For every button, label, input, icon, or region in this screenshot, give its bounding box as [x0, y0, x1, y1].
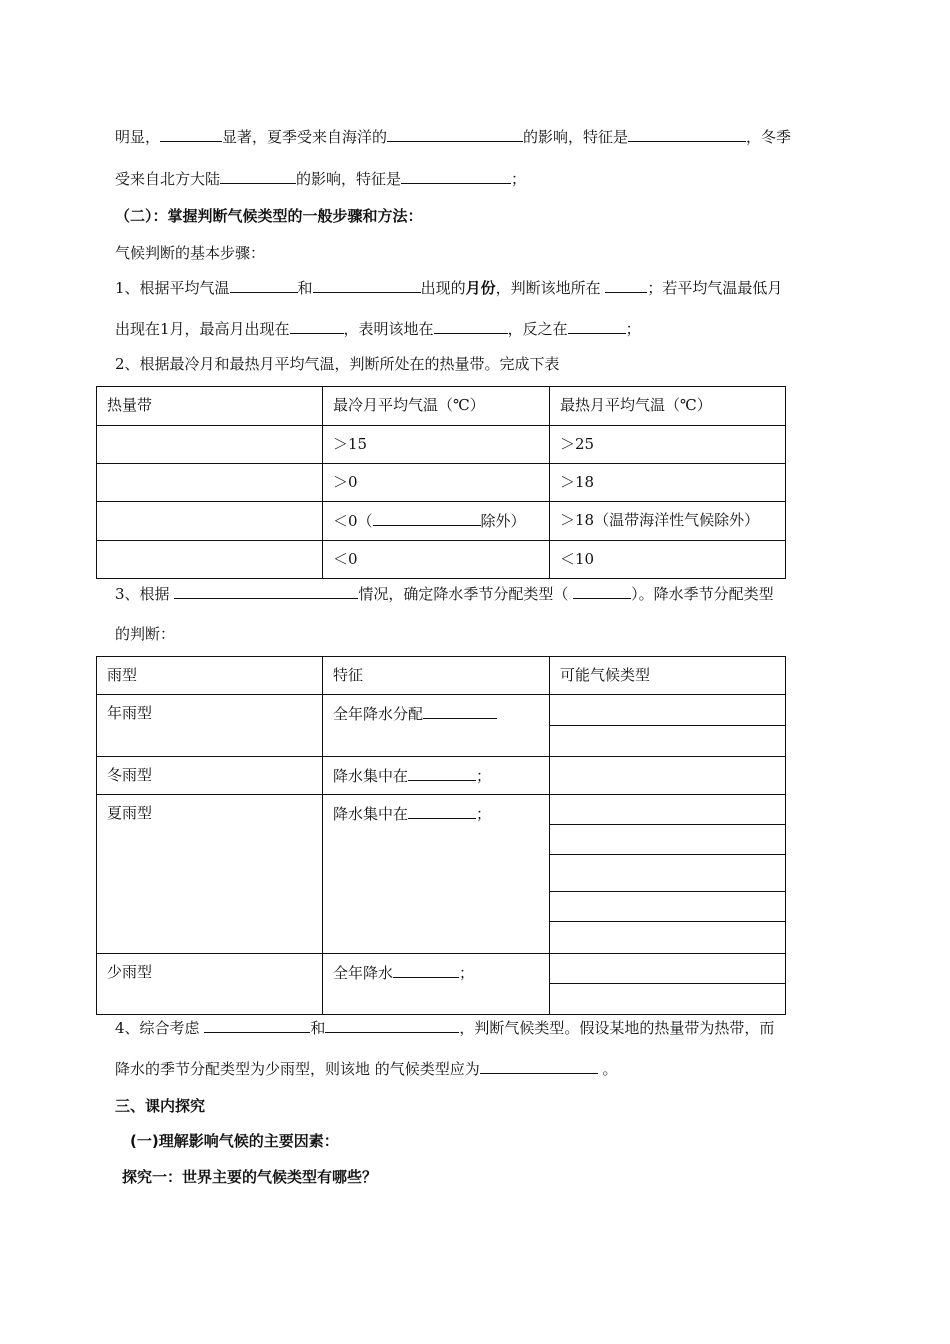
- table-cell: [323, 502, 550, 541]
- header-cell: [550, 657, 786, 695]
- zone-input-cell[interactable]: [97, 502, 323, 541]
- step-text-bold: 月份: [465, 279, 496, 297]
- cold-value: ＞15: [333, 435, 368, 453]
- step-text: 和: [297, 279, 313, 297]
- intro-line-2: [115, 167, 526, 190]
- climate-answer-slot[interactable]: [550, 921, 785, 951]
- step-text: ；若平均气温最低月: [647, 279, 783, 297]
- intro-text: 明显，: [115, 128, 161, 146]
- table-row: [97, 502, 786, 541]
- intro-text: 显著，夏季受来自海洋的: [222, 128, 388, 146]
- answer-blank[interactable]: [573, 582, 631, 599]
- table-cell: [550, 426, 786, 464]
- feature-text: [323, 695, 549, 731]
- answer-blank[interactable]: [230, 276, 298, 293]
- answer-blank[interactable]: [628, 125, 746, 142]
- climate-answer-slot[interactable]: [550, 695, 785, 725]
- zone-value: [97, 541, 322, 555]
- climate-answer-slot[interactable]: [550, 795, 785, 824]
- step-text: ，判断气候类型。假设某地的热量带为热带，而: [459, 1019, 775, 1037]
- answer-blank[interactable]: [174, 582, 358, 599]
- zone-value: [97, 464, 322, 478]
- step-text: ；: [625, 320, 641, 338]
- hot-value: ＞25: [560, 435, 595, 453]
- step-2-text: 2、根据最冷月和最热月平均气温，判断所处在的热量带。完成下表: [115, 355, 560, 373]
- table-cell: [97, 757, 323, 795]
- header-cell: [550, 387, 786, 426]
- step-3-line-1: [115, 582, 774, 605]
- climate-answer-slot[interactable]: [550, 983, 785, 1014]
- table-cell: [550, 541, 786, 579]
- header-heat-zone: 热量带: [107, 396, 153, 414]
- hot-value: ＞18（温带海洋性气候除外）: [560, 511, 760, 529]
- step-text: 出现的: [420, 279, 466, 297]
- table-cell: [323, 795, 550, 954]
- answer-blank[interactable]: [387, 125, 523, 142]
- table-cell: [323, 757, 550, 795]
- step-text: 3、根据: [115, 585, 175, 603]
- rain-type-table: [96, 656, 786, 1015]
- step-text: 。: [597, 1060, 618, 1078]
- step-text: ）。降水季节分配类型: [631, 585, 774, 603]
- step-text: ，判断该地所在: [495, 279, 606, 297]
- climate-cell: [550, 795, 786, 954]
- zone-value: [97, 426, 322, 440]
- table-row: [97, 464, 786, 502]
- answer-blank[interactable]: [434, 317, 508, 334]
- step-text: 4、综合考虑: [115, 1019, 205, 1037]
- climate-answer-slot[interactable]: [550, 824, 785, 854]
- exploration-1-title: 探究一：世界主要的气候类型有哪些？: [122, 1168, 378, 1186]
- zone-value: [97, 502, 322, 516]
- header-cell: [97, 657, 323, 695]
- feature-label: 全年降水分配: [333, 705, 424, 723]
- table-cell: [97, 954, 323, 1015]
- intro-text: 受来自北方大陆: [115, 170, 221, 188]
- table-row: [97, 954, 786, 1015]
- cold-value-suffix: 除外）: [480, 512, 526, 530]
- table-row: [97, 757, 786, 795]
- header-cell: [323, 657, 550, 695]
- feature-tail: ；: [459, 964, 475, 982]
- zone-input-cell[interactable]: [97, 464, 323, 502]
- cold-value-prefix: ＜0（: [333, 512, 373, 530]
- answer-blank[interactable]: [408, 764, 476, 781]
- table-cell: [97, 795, 323, 954]
- zone-input-cell[interactable]: [97, 426, 323, 464]
- basic-steps-label: 气候判断的基本步骤：: [115, 244, 266, 262]
- step-text: ，反之在: [507, 320, 568, 338]
- table-cell: [323, 954, 550, 1015]
- answer-blank[interactable]: [423, 702, 497, 719]
- table-cell: [323, 464, 550, 502]
- table-cell: [550, 464, 786, 502]
- intro-text: 的影响，特征是: [523, 128, 629, 146]
- rain-type-label: 年雨型: [107, 704, 153, 722]
- table-row: [97, 426, 786, 464]
- rain-type-label: 冬雨型: [107, 766, 153, 784]
- step-text: 情况，确定降水季节分配类型（: [358, 585, 574, 603]
- step-text: 和: [310, 1019, 326, 1037]
- feature-tail: ；: [476, 805, 492, 823]
- climate-answer-slot[interactable]: [550, 854, 785, 891]
- answer-blank[interactable]: [220, 167, 296, 184]
- feature-text: [323, 954, 549, 990]
- answer-blank[interactable]: [204, 1016, 310, 1033]
- step-text: 1、根据平均气温: [115, 279, 230, 297]
- climate-answer-slot[interactable]: [550, 891, 785, 921]
- table-cell: [550, 502, 786, 541]
- step-text: 出现在1月，最高月出现在: [115, 320, 290, 338]
- answer-blank[interactable]: [290, 317, 344, 334]
- climate-cell: [550, 695, 786, 757]
- cold-value: ＞0: [333, 473, 358, 491]
- climate-cell: [550, 954, 786, 1015]
- cold-value: ＜0: [333, 550, 358, 568]
- hot-value: ＜10: [560, 550, 595, 568]
- step-3-line-2: 的判断：: [115, 625, 176, 643]
- feature-text: [323, 795, 549, 831]
- feature-label: 全年降水: [333, 964, 394, 982]
- table-row: [97, 541, 786, 579]
- intro-line-1: [115, 125, 791, 148]
- climate-cell[interactable]: [550, 757, 786, 795]
- climate-answer-slot[interactable]: [550, 725, 785, 756]
- intro-text: ，冬季: [746, 128, 792, 146]
- table-cell: [97, 695, 323, 757]
- header-coldest-month: 最冷月平均气温（℃）: [333, 396, 485, 414]
- answer-blank[interactable]: [480, 1057, 598, 1074]
- answer-blank[interactable]: [393, 961, 459, 978]
- rain-type-label: 少雨型: [107, 963, 153, 981]
- section-3-title: 三、课内探究: [115, 1097, 206, 1115]
- climate-answer-slot[interactable]: [550, 954, 785, 983]
- header-feature: 特征: [333, 666, 364, 684]
- step-4-line-2: [115, 1057, 618, 1080]
- feature-label: 降水集中在: [333, 805, 409, 823]
- step-text: 降水的季节分配类型为少雨型，则该地 的气候类型应为: [115, 1060, 480, 1078]
- feature-tail: ；: [476, 767, 492, 785]
- answer-blank[interactable]: [605, 276, 647, 293]
- feature-text: [323, 757, 549, 793]
- answer-blank[interactable]: [401, 167, 511, 184]
- table-row: [97, 695, 786, 757]
- rain-type-label: 夏雨型: [107, 804, 153, 822]
- header-cell: [97, 387, 323, 426]
- cold-value: [323, 502, 549, 538]
- header-rain-type: 雨型: [107, 666, 138, 684]
- step-1-line-2: [115, 317, 641, 340]
- heat-zone-table: [96, 386, 786, 579]
- header-climate-type: 可能气候类型: [560, 666, 651, 684]
- step-text: ，表明该地在: [343, 320, 434, 338]
- table-cell: [323, 426, 550, 464]
- subsection-1-title: (一)理解影响气候的主要因素：: [130, 1132, 339, 1150]
- step-4-line-1: [115, 1016, 774, 1039]
- answer-blank[interactable]: [313, 276, 421, 293]
- section-2-title: （二）：掌握判断气候类型的一般步骤和方法：: [115, 207, 423, 225]
- answer-blank[interactable]: [160, 125, 222, 142]
- table-row: [97, 795, 786, 954]
- intro-text: ；: [511, 170, 527, 188]
- answer-blank[interactable]: [325, 1016, 459, 1033]
- hot-value: ＞18: [560, 473, 595, 491]
- feature-label: 降水集中在: [333, 767, 409, 785]
- answer-blank[interactable]: [568, 317, 626, 334]
- zone-input-cell[interactable]: [97, 541, 323, 579]
- step-1-line-1: [115, 276, 782, 299]
- header-cell: [323, 387, 550, 426]
- header-hottest-month: 最热月平均气温（℃）: [560, 396, 712, 414]
- intro-text: 的影响，特征是: [296, 170, 402, 188]
- table-cell: [323, 541, 550, 579]
- answer-blank[interactable]: [408, 802, 476, 819]
- table-cell: [323, 695, 550, 757]
- answer-blank[interactable]: [373, 509, 481, 526]
